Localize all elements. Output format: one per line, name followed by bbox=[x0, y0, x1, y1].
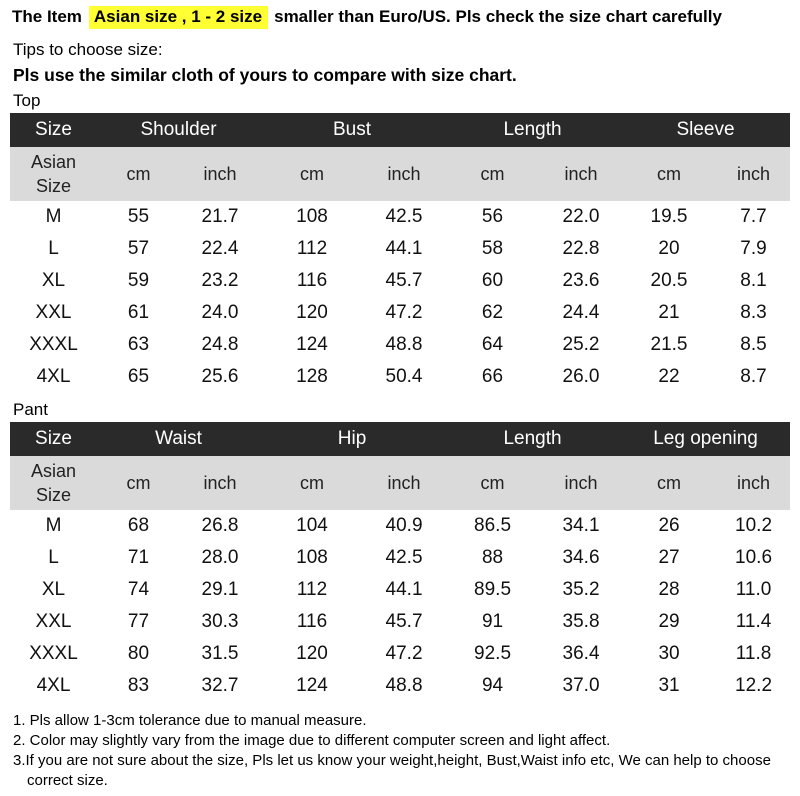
measure-cell: 40.9 bbox=[385, 515, 423, 536]
note-item: 3.If you are not sure about the size, Pls let us know your weight,height, Bust,Waist info etc, We can help to choose correct size. bbox=[13, 752, 771, 789]
measure-cell: 44.1 bbox=[385, 238, 423, 259]
measure-cell: 8.5 bbox=[740, 334, 767, 355]
measure-cell: 124 bbox=[296, 334, 328, 355]
measure-cell: 45.7 bbox=[385, 611, 423, 632]
measure-cell: 7.7 bbox=[740, 206, 767, 227]
note-item: 1. Pls allow 1-3cm tolerance due to manual measure. bbox=[13, 712, 367, 729]
measure-cell: 26 bbox=[658, 515, 680, 536]
measure-cell: 65 bbox=[127, 366, 150, 387]
asian-size-label-line: Asian bbox=[30, 152, 77, 172]
measure-group-header: Waist bbox=[97, 422, 260, 456]
measure-cell: 24.0 bbox=[201, 302, 239, 323]
size-cell: XXL bbox=[35, 611, 72, 632]
measure-cell: 21.7 bbox=[201, 206, 239, 227]
size-cell: 4XL bbox=[36, 675, 71, 696]
size-cell: L bbox=[48, 238, 59, 259]
table-row bbox=[10, 638, 790, 670]
measure-cell: 32.7 bbox=[201, 675, 239, 696]
measure-cell: 35.2 bbox=[562, 579, 600, 600]
measure-cell: 23.6 bbox=[562, 270, 600, 291]
measure-cell: 68 bbox=[127, 515, 150, 536]
tips-instruction: Pls use the similar cloth of yours to compare with size chart. bbox=[13, 65, 517, 85]
table-row bbox=[10, 297, 790, 329]
measure-cell: 34.1 bbox=[562, 515, 600, 536]
measure-cell: 23.2 bbox=[201, 270, 239, 291]
top-size-table bbox=[10, 113, 790, 393]
measure-cell: 64 bbox=[481, 334, 504, 355]
measure-cell: 80 bbox=[127, 643, 150, 664]
unit-label: inch bbox=[180, 456, 260, 510]
measure-cell: 104 bbox=[296, 515, 328, 536]
unit-label: inch bbox=[364, 147, 444, 201]
pant-section-label: Pant bbox=[13, 400, 48, 419]
measure-cell: 7.9 bbox=[740, 238, 767, 259]
size-cell: L bbox=[48, 547, 59, 568]
measure-cell: 62 bbox=[481, 302, 504, 323]
measure-cell: 66 bbox=[481, 366, 504, 387]
measure-cell: 25.2 bbox=[562, 334, 600, 355]
unit-label: cm bbox=[621, 147, 717, 201]
table-row bbox=[10, 670, 790, 702]
measure-cell: 77 bbox=[127, 611, 150, 632]
measure-cell: 47.2 bbox=[385, 302, 423, 323]
measure-cell: 8.1 bbox=[740, 270, 767, 291]
headline-highlight: Asian size , 1 - 2 size bbox=[89, 6, 268, 29]
pant-size-table bbox=[10, 422, 790, 702]
measure-cell: 30 bbox=[658, 643, 680, 664]
measure-cell: 74 bbox=[127, 579, 150, 600]
measure-cell: 48.8 bbox=[385, 334, 423, 355]
asian-size-label bbox=[10, 147, 97, 201]
headline-suffix: smaller than Euro/US. Pls check the size chart carefully bbox=[274, 7, 722, 26]
measure-cell: 83 bbox=[127, 675, 150, 696]
measure-cell: 112 bbox=[296, 579, 328, 600]
note-item: 2. Color may slightly vary from the image due to different computer screen and light affect. bbox=[13, 732, 611, 749]
measure-cell: 37.0 bbox=[562, 675, 600, 696]
measure-cell: 47.2 bbox=[385, 643, 423, 664]
measure-cell: 44.1 bbox=[385, 579, 423, 600]
notes bbox=[13, 711, 793, 791]
table-row bbox=[10, 265, 790, 297]
measure-cell: 57 bbox=[127, 238, 150, 259]
measure-cell: 108 bbox=[296, 206, 328, 227]
measure-cell: 94 bbox=[481, 675, 504, 696]
measure-cell: 12.2 bbox=[735, 675, 773, 696]
measure-cell: 35.8 bbox=[562, 611, 600, 632]
measure-cell: 28.0 bbox=[201, 547, 239, 568]
measure-cell: 50.4 bbox=[385, 366, 423, 387]
table-row bbox=[10, 329, 790, 361]
measure-cell: 28 bbox=[658, 579, 680, 600]
measure-cell: 24.4 bbox=[562, 302, 600, 323]
measure-cell: 26.0 bbox=[562, 366, 600, 387]
measure-group-header: Leg opening bbox=[621, 422, 790, 456]
table-row bbox=[10, 361, 790, 393]
size-cell: XL bbox=[41, 579, 66, 600]
measure-cell: 58 bbox=[481, 238, 504, 259]
measure-cell: 120 bbox=[296, 643, 328, 664]
measure-cell: 31.5 bbox=[201, 643, 239, 664]
measure-cell: 22 bbox=[658, 366, 680, 387]
table-row bbox=[10, 574, 790, 606]
size-cell: XXL bbox=[35, 302, 72, 323]
headline bbox=[12, 4, 722, 30]
asian-size-label bbox=[10, 456, 97, 510]
asian-size-label-line: Size bbox=[35, 176, 71, 196]
pant-header-row bbox=[10, 422, 790, 456]
top-header-row bbox=[10, 113, 790, 147]
measure-cell: 48.8 bbox=[385, 675, 423, 696]
top-section-label: Top bbox=[13, 91, 41, 110]
measure-cell: 88 bbox=[481, 547, 504, 568]
measure-cell: 24.8 bbox=[201, 334, 239, 355]
measure-group-header: Hip bbox=[260, 422, 444, 456]
unit-label: inch bbox=[717, 456, 790, 510]
unit-label: cm bbox=[444, 147, 541, 201]
measure-cell: 10.2 bbox=[735, 515, 773, 536]
measure-cell: 112 bbox=[296, 238, 328, 259]
measure-cell: 8.3 bbox=[740, 302, 767, 323]
measure-cell: 11.4 bbox=[735, 611, 772, 632]
tips-line: Tips to choose size: bbox=[13, 40, 163, 59]
size-cell: M bbox=[45, 515, 62, 536]
measure-cell: 30.3 bbox=[201, 611, 239, 632]
measure-cell: 10.6 bbox=[735, 547, 773, 568]
measure-cell: 11.8 bbox=[735, 643, 772, 664]
measure-group-header: Length bbox=[444, 113, 621, 147]
measure-cell: 60 bbox=[481, 270, 504, 291]
unit-label: inch bbox=[180, 147, 260, 201]
top-unit-row bbox=[10, 147, 790, 201]
table-row bbox=[10, 233, 790, 265]
measure-cell: 34.6 bbox=[562, 547, 600, 568]
measure-cell: 89.5 bbox=[474, 579, 512, 600]
measure-group-header: Bust bbox=[260, 113, 444, 147]
measure-cell: 31 bbox=[658, 675, 680, 696]
measure-cell: 29 bbox=[658, 611, 680, 632]
measure-cell: 61 bbox=[127, 302, 150, 323]
measure-cell: 63 bbox=[127, 334, 150, 355]
measure-cell: 116 bbox=[296, 611, 328, 632]
measure-cell: 42.5 bbox=[385, 206, 423, 227]
unit-label: inch bbox=[541, 147, 621, 201]
unit-label: cm bbox=[621, 456, 717, 510]
size-header: Size bbox=[10, 422, 97, 456]
measure-cell: 45.7 bbox=[385, 270, 423, 291]
measure-cell: 20.5 bbox=[650, 270, 688, 291]
measure-cell: 86.5 bbox=[474, 515, 512, 536]
headline-prefix: The Item bbox=[12, 7, 82, 26]
measure-cell: 116 bbox=[296, 270, 328, 291]
measure-cell: 71 bbox=[127, 547, 150, 568]
size-cell: XXXL bbox=[29, 643, 78, 664]
unit-label: cm bbox=[260, 456, 364, 510]
asian-size-label-line: Size bbox=[35, 485, 71, 505]
size-cell: 4XL bbox=[36, 366, 71, 387]
measure-cell: 20 bbox=[658, 238, 680, 259]
unit-label: cm bbox=[260, 147, 364, 201]
measure-cell: 56 bbox=[481, 206, 504, 227]
measure-cell: 25.6 bbox=[201, 366, 239, 387]
measure-cell: 19.5 bbox=[650, 206, 688, 227]
measure-cell: 92.5 bbox=[474, 643, 512, 664]
measure-cell: 29.1 bbox=[201, 579, 239, 600]
unit-label: cm bbox=[444, 456, 541, 510]
measure-cell: 21.5 bbox=[650, 334, 688, 355]
measure-cell: 124 bbox=[296, 675, 328, 696]
size-cell: M bbox=[45, 206, 62, 227]
unit-label: cm bbox=[97, 147, 180, 201]
measure-cell: 26.8 bbox=[201, 515, 239, 536]
asian-size-label-line: Asian bbox=[30, 461, 77, 481]
size-cell: XL bbox=[41, 270, 66, 291]
table-row bbox=[10, 201, 790, 233]
measure-cell: 21 bbox=[658, 302, 680, 323]
measure-cell: 59 bbox=[127, 270, 150, 291]
unit-label: inch bbox=[541, 456, 621, 510]
measure-cell: 36.4 bbox=[562, 643, 600, 664]
measure-cell: 42.5 bbox=[385, 547, 423, 568]
table-row bbox=[10, 606, 790, 638]
size-cell: XXXL bbox=[29, 334, 78, 355]
unit-label: inch bbox=[717, 147, 790, 201]
measure-cell: 22.4 bbox=[201, 238, 239, 259]
measure-cell: 22.8 bbox=[562, 238, 600, 259]
measure-group-header: Sleeve bbox=[621, 113, 790, 147]
measure-cell: 11.0 bbox=[735, 579, 772, 600]
table-row bbox=[10, 510, 790, 542]
table-row bbox=[10, 542, 790, 574]
measure-cell: 128 bbox=[296, 366, 328, 387]
measure-cell: 22.0 bbox=[562, 206, 600, 227]
measure-cell: 120 bbox=[296, 302, 328, 323]
unit-label: cm bbox=[97, 456, 180, 510]
unit-label: inch bbox=[364, 456, 444, 510]
measure-cell: 27 bbox=[658, 547, 680, 568]
measure-group-header: Length bbox=[444, 422, 621, 456]
measure-cell: 108 bbox=[296, 547, 328, 568]
size-header: Size bbox=[10, 113, 97, 147]
measure-cell: 55 bbox=[127, 206, 150, 227]
pant-unit-row bbox=[10, 456, 790, 510]
measure-cell: 91 bbox=[481, 611, 504, 632]
measure-cell: 8.7 bbox=[740, 366, 767, 387]
measure-group-header: Shoulder bbox=[97, 113, 260, 147]
